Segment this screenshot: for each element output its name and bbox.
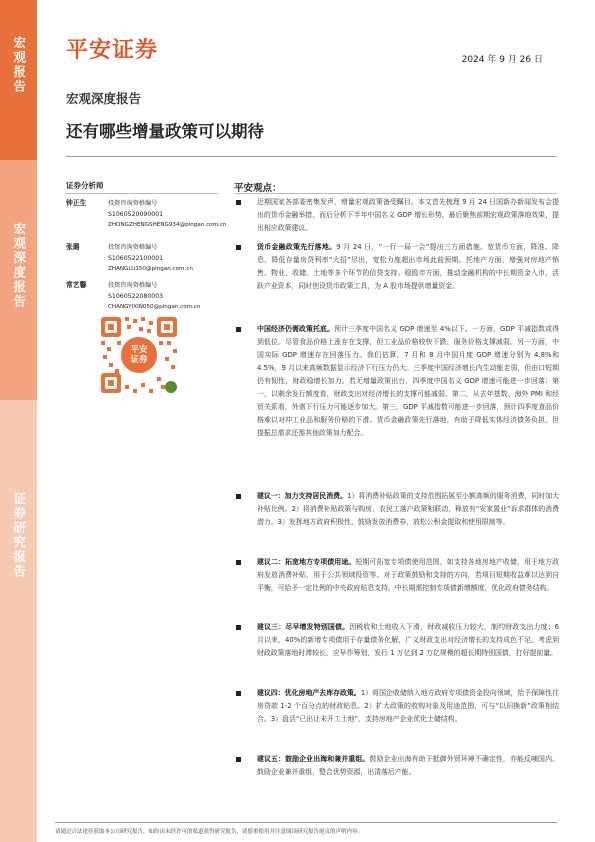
viewpoint-text: 因税收和土地收入下滑，财政减收压力较大，制约财政支出力度；6 月以来，40%的新增专项债用于存量债务化解，广义财政支出对经济增长的支持成色不足。考虑到财政政策落地时滞较长，应早作筹划，发行 1 万亿到 2 万亿规模的超长期特别国债，打好提前量。	[257, 623, 559, 657]
bullet-square-icon	[236, 625, 241, 630]
viewpoint-item	[234, 241, 559, 293]
viewpoint-heading: 建议四：优化房地产去库存政策。	[257, 689, 361, 697]
sidebar-deep-report	[0, 160, 37, 400]
license-label: 投资咨询资格编号	[108, 282, 158, 289]
left-sidebar	[0, 0, 37, 842]
bullet-square-icon	[236, 200, 241, 205]
viewpoint-heading: 建议一：加力支持居民消费。	[257, 492, 347, 500]
viewpoint-item	[234, 753, 559, 779]
viewpoint-heading: 中国经济仍需政策托底。	[257, 325, 335, 333]
analysts-divider	[66, 193, 218, 194]
brand-logo: 平安证券	[66, 38, 159, 63]
qr-logo-line1: 平安	[130, 345, 148, 355]
license-label: 投资咨询资格编号	[108, 200, 158, 207]
analyst-info	[108, 198, 226, 231]
bullet-square-icon	[236, 327, 241, 332]
analyst-info	[108, 280, 200, 313]
viewpoint-text: 鼓励企业出海有助于抵御外贸环境不确定性，亦能反哺国内。鼓励企业兼并重组，整合优势资源，出清落后产能。	[257, 755, 559, 776]
analyst-email[interactable]: ZHANGLU150@pingan.com.cn	[108, 266, 193, 272]
footer-divider	[55, 822, 557, 823]
bullet-square-icon	[236, 757, 241, 762]
viewpoint-heading: 货币金融政策先行落地。	[257, 243, 337, 251]
header-divider	[66, 156, 557, 157]
analyst-info	[108, 242, 193, 275]
viewpoint-heading: 建议三：尽早增发特别国债。	[257, 623, 350, 631]
bullet-square-icon	[236, 245, 241, 250]
viewpoints-title: 平安观点：	[234, 183, 282, 194]
license-id: S1060520090001	[108, 211, 164, 218]
bullet-square-icon	[236, 560, 241, 565]
sidebar-label-3: 证券研究报告	[11, 492, 27, 579]
footer-disclaimer: 请通过合法途径获取本公司研究报告，如经由未经许可的渠道获得研究报告，请慎重使用并注意阅读研究报告尾页的声明内容。	[55, 829, 364, 835]
viewpoint-text: 1）将消费补贴政策的支持范围拓展至小额高频的服务消费，同时加大补贴比例。2）将消费补贴政策与购房、农民工落户政策相联动，释放有“安家置业”诉求群体的消费潜力。3）发挥地方政府积极性，鼓励发放消费券、放松公积金提取和使用限制等。	[257, 492, 560, 526]
bullet-square-icon	[236, 691, 241, 696]
qr-logo	[119, 335, 159, 375]
viewpoint-heading: 建议二：拓宽地方专项债用途。	[257, 558, 356, 566]
viewpoint-item	[234, 556, 559, 595]
analysts-heading: 证券分析师	[66, 181, 104, 190]
analyst-email[interactable]: ZHONGZHENGSHENG934@pingan.com.cn	[108, 222, 227, 228]
qr-badge-icon	[165, 381, 177, 393]
viewpoint-text: 9 月 24 日，“一行一局一会”提出三方面措施。宽货币方面，降准、降息、降低存量房贷利率“大招”尽出，宽松力度超出市场此前预期。托地产方面，增强对房地产销售、物业、收储、土地等多个环节的信贷支持。稳股市方面，推动金融机构的中长期资金入市，活跃产业资本，同时创设货币政策工具，为 A 股市场提供增量资金。	[257, 243, 559, 290]
viewpoint-heading: 建议五：鼓励企业出海和兼并重组。	[257, 755, 370, 763]
viewpoint-text: 预计三季度中国名义 GDP 增速至 4%以下。一方面，GDP 平减指数或得到低位。尽管食品价格上涨存在支撑，但工业品价格较快下跌，服务价格支撑减弱。另一方面，中国实际 GDP 增速存在回落压力。我们估算，7 月和 8 月中国月度 GDP 增速分别为 4.8%和 4.5%，9 月以来高频数据显示经济下行压力仍大。三季度中国经济增长内生动能走弱，但由口短期仍有韧性，财政稳增长加力。若无增量政策出台，四季度中国名义 GDP 增速可能进一步回落：第一，以剩余发行额度看，财政支出对经济增长的支撑可能减弱。第二，从去年基数、海外 PMI 和经贸关系看，外需下行压力可能逐步加大。第三，GDP 平减指数可能进一步回落，预计四季度食品价格难以对冲工业品和服务价格的下滑。货币金融政策先行落地，有助于降低实体经济债务负担，但提振总需求还需其他政策加力配合。	[257, 325, 560, 437]
viewpoints-divider	[234, 193, 557, 194]
sidebar-research-report	[0, 400, 37, 842]
viewpoint-text: 近期国家各部委密集发声，增量宏观政策备受瞩目。本文首先梳理 9 月 24 日国新办新闻发布会提出的货币金融举措，而后分析下半年中国名义 GDP 增长形势，最后聚焦前期宏观政策落地效果，提出相应政策建议。	[257, 198, 559, 232]
viewpoint-item	[234, 687, 559, 726]
viewpoint-text: 1）将国企收储纳入地方政府专项债资金投向领域，给予保障性住房贷款 1-2 个百分点的财政贴息。2）扩大政策的收购对象及用途范围，可与“以旧换新”政策相结合。3）盘活“已出让未开工土地”，支持房地产企业优化土储结构。	[257, 689, 560, 723]
viewpoint-item	[234, 323, 559, 440]
license-id: S1060522080003	[108, 293, 164, 300]
qr-code	[95, 311, 183, 399]
analyst-name: 钟正生	[66, 199, 87, 207]
viewpoint-item	[234, 196, 559, 235]
qr-logo-line2: 证券	[130, 355, 148, 365]
analyst-name: 张璐	[66, 243, 80, 251]
analyst-name: 常艺馨	[66, 281, 87, 289]
analyst-email[interactable]: CHANGYIXIN050@pingan.com.cn	[108, 304, 201, 310]
license-id: S1060522100001	[108, 255, 164, 262]
bullet-square-icon	[236, 494, 241, 499]
report-type: 宏观深度报告	[66, 91, 142, 106]
license-label: 投资咨询资格编号	[108, 244, 158, 251]
viewpoint-item	[234, 621, 559, 660]
report-date: 2024 年 9 月 26 日	[461, 55, 543, 65]
viewpoint-text: 短期可拓宽专项债使用范围，如支持各地房地产收储，用于地方政府发放消费补贴，用于公共领域投资等。对于政策鼓励和支持的方向，若项目短期收益难以达到自平衡，可给予一定比例的中央政府贴息支持。中长期需控制专项债新增额度，优化政府债务结构。	[257, 558, 560, 592]
page-title: 还有哪些增量政策可以期待	[66, 122, 264, 141]
sidebar-macro-report	[0, 0, 37, 160]
viewpoint-item	[234, 490, 559, 529]
sidebar-label-2: 宏观深度报告	[11, 222, 27, 309]
sidebar-label-1: 宏观报告	[11, 36, 27, 94]
